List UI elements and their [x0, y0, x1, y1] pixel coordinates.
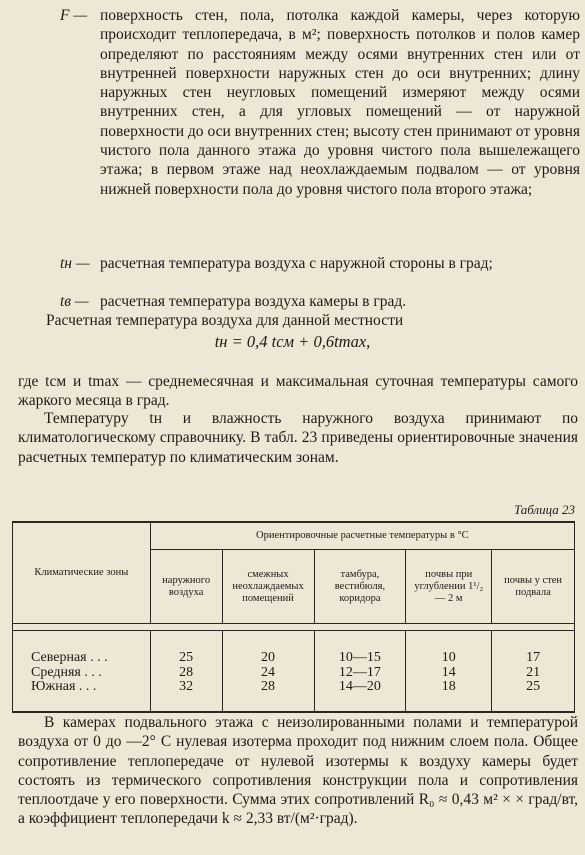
table-row: Северная . . . 25 20 10—15 10 17 [13, 631, 575, 666]
column-header: почвы у стен подвала [492, 550, 575, 624]
definition-t-inner [60, 292, 580, 311]
definition-f [60, 6, 580, 199]
column-header: почвы при углублении 1¹/₂ — 2 м [406, 550, 492, 624]
definition-text: поверхность стен, пола, потолка каждой камеры, через которую происходит теплопередача, в м²; поверхность потолков и полов камер определяют по расстояниям между осями внутренних стен или от внутренней поверхности наружных стен до оси внутренних; длину наружных стен неугловых помещений измеряют между осями внутренних стен, а для угловых помещений — от наружной поверхности до оси внутренних стен; высоту стен принимают от уровня чистого пола данного этажа до уровня чистого пола вышележащего этажа; в первом этаже над неохлаждаемым подвалом — от уровня нижней поверхности пола до уровня чистого пола второго этажа; [100, 7, 580, 198]
definition-term: tв — [60, 293, 89, 310]
group-header: Ориентировочные расчетные температуры в °С [150, 522, 574, 550]
table-row: Средняя . . . 28 24 12—17 14 21 [13, 666, 575, 681]
paragraph-climate: Температуру tн и влажность наружного воздуха принимают по климатологическому справочнику. В табл. 23 приведены ориентировочные значения расчетных температур по климатическим зонам. [18, 410, 578, 466]
table-caption: Таблица 23 [513, 502, 575, 517]
formula: tн = 0,4 tсм + 0,6tmax, [214, 332, 371, 351]
definition-term: tн — [60, 255, 90, 272]
paragraph-basement: В камерах подвального этажа с неизолированными полами и температурой воздуха от 0 до —2° С нулевая изотерма проходит под нижним слоем пола. Общее сопротивление теплопередаче от нулевой изотермы к воздуху камеры будет состоять из термического сопротивления конструкции пола и сопротивления теплоотдаче у его поверхности. Сумма этих сопротивлений R₀ ≈ 0,43 м² × × град/вт, а коэффициент теплопередачи k ≈ 2,33 вт/(м²·град). [18, 714, 578, 828]
column-header: смежных неохлаждаемых помещений [222, 550, 314, 624]
definition-text: расчетная температура воздуха камеры в град. [100, 293, 407, 310]
definition-text: расчетная температура воздуха с наружной стороны в град; [100, 255, 493, 272]
table-row: Южная . . . 32 28 14—20 18 25 [13, 680, 575, 712]
temperature-table [12, 521, 575, 713]
column-header: наружного воздуха [150, 550, 222, 624]
zone-header: Климатические зоны [13, 522, 151, 624]
definition-t-outer [60, 254, 580, 273]
paragraph-temperature: Расчетная температура воздуха для данной местности [46, 312, 404, 329]
paragraph-where: где tсм и tmax — среднемесячная и максимальная суточная температуры самого жаркого месяца в град. [18, 373, 578, 410]
definition-term: F — [60, 7, 88, 24]
column-header: тамбура, вестибюля, коридора [314, 550, 406, 624]
